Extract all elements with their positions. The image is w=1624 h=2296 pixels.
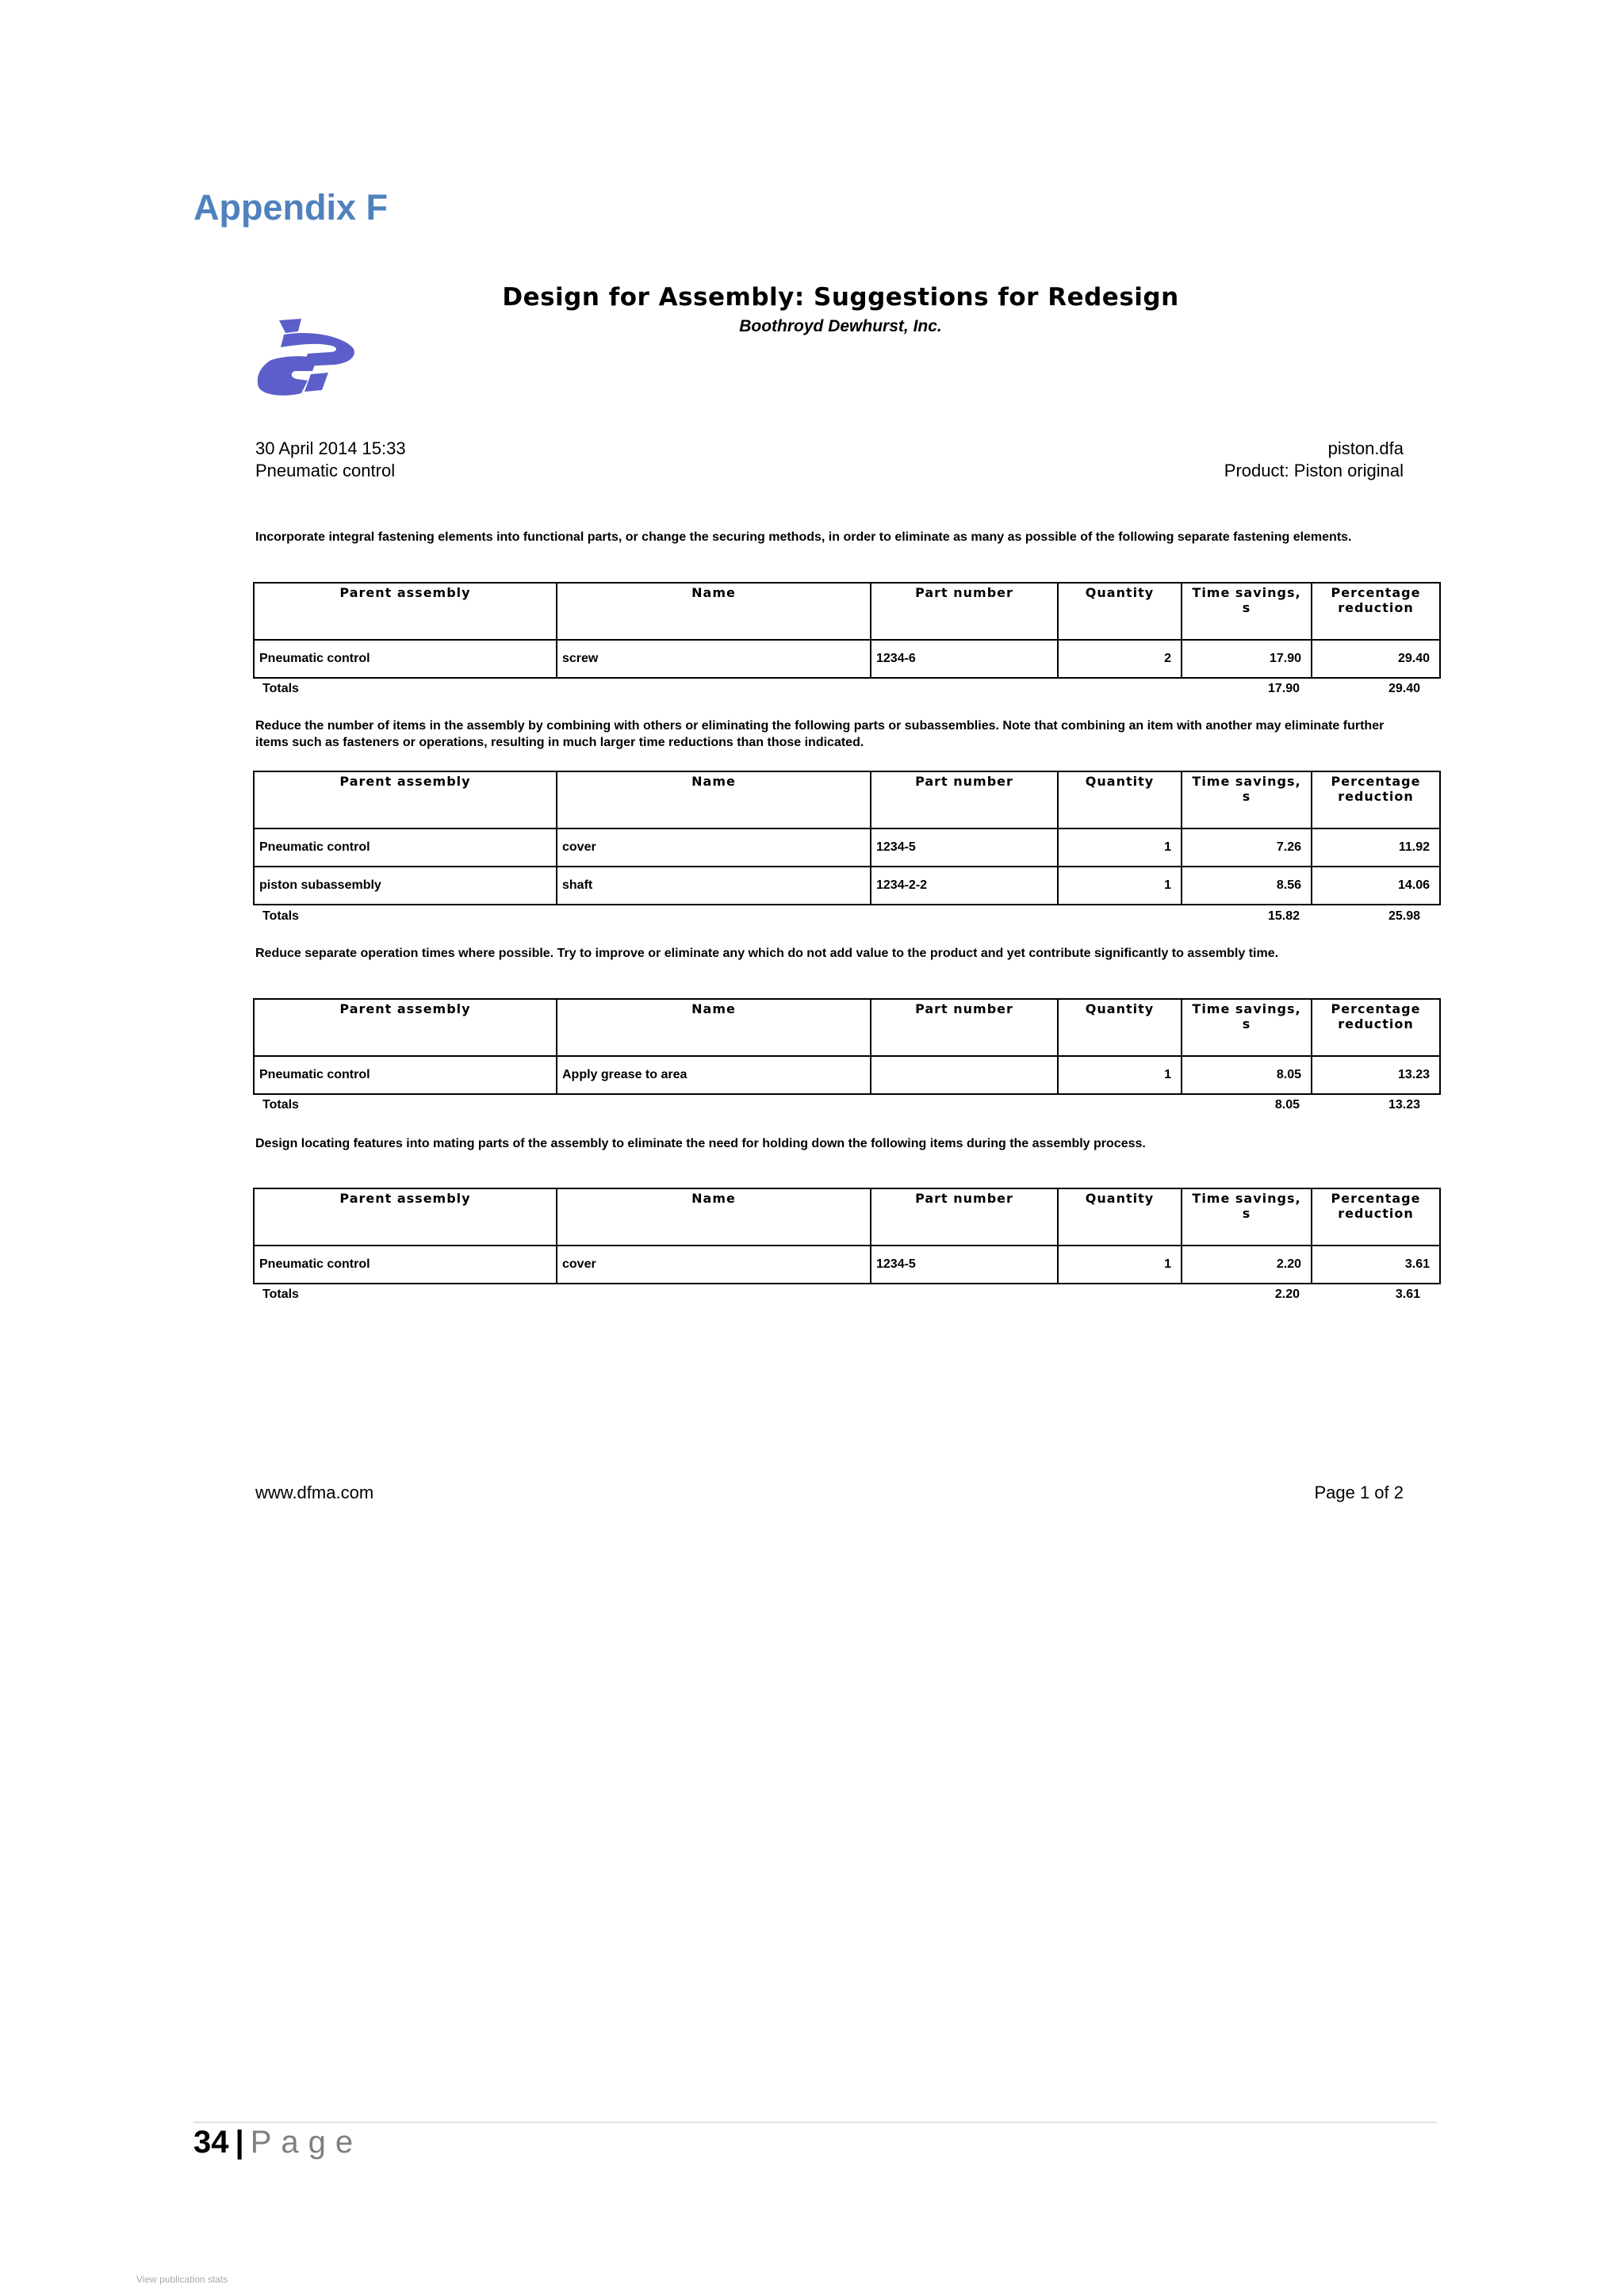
- section-2-totals: [262, 909, 1439, 927]
- cell-qty: 1: [1058, 867, 1182, 905]
- report-page-indicator: Page 1 of 2: [1314, 1483, 1404, 1502]
- footer-page-number: [193, 2125, 362, 2160]
- col-quantity: Quantity: [1058, 583, 1182, 640]
- col-quantity: Quantity: [1058, 999, 1182, 1056]
- section-3-totals: [262, 1098, 1439, 1115]
- total-pct: 13.23: [1388, 1098, 1420, 1112]
- cell-name: cover: [557, 1246, 871, 1284]
- table-row: [254, 640, 1440, 678]
- col-name: Name: [557, 771, 871, 828]
- report-file: piston.dfa: [1327, 438, 1404, 458]
- cell-name: cover: [557, 828, 871, 867]
- cell-time: 2.20: [1182, 1246, 1312, 1284]
- cell-time: 17.90: [1182, 640, 1312, 678]
- col-part-number: Part number: [871, 583, 1058, 640]
- col-part-number: Part number: [871, 771, 1058, 828]
- cell-parent: Pneumatic control: [254, 1246, 557, 1284]
- report-product: Product: Piston original: [1224, 461, 1404, 480]
- cell-pct: 14.06: [1312, 867, 1440, 905]
- report-assembly: Pneumatic control: [255, 461, 396, 480]
- page-number: 34: [193, 2125, 229, 2160]
- cell-part: [871, 1056, 1058, 1094]
- total-pct: 3.61: [1395, 1288, 1420, 1301]
- section-4-table: [253, 1188, 1441, 1284]
- report-meta-left: [255, 438, 406, 482]
- totals-label: Totals: [262, 1098, 299, 1112]
- section-2-instruction: Reduce the number of items in the assembly by combining with others or eliminating the following parts or subassemblies. Note that combining an item with another may eliminate further items such as fasteners or operations, resulting in much larger time reductions than those indicated.: [255, 719, 1385, 749]
- cell-parent: Pneumatic control: [254, 640, 557, 678]
- cell-part: 1234-6: [871, 640, 1058, 678]
- totals-label: Totals: [262, 909, 299, 923]
- totals-label: Totals: [262, 1288, 299, 1301]
- section-1-totals: [262, 682, 1439, 699]
- total-time: 17.90: [1267, 682, 1300, 695]
- col-parent-assembly: Parent assembly: [254, 583, 557, 640]
- col-parent-assembly: Parent assembly: [254, 999, 557, 1056]
- table-header-row: [254, 583, 1440, 640]
- cell-name: shaft: [557, 867, 871, 905]
- report-meta-right: [1224, 438, 1404, 482]
- table-header-row: [254, 1188, 1440, 1246]
- report-date: 30 April 2014 15:33: [255, 438, 406, 458]
- cell-parent: Pneumatic control: [254, 1056, 557, 1094]
- section-4-totals: [262, 1288, 1439, 1305]
- total-time: 2.20: [1274, 1288, 1300, 1301]
- col-parent-assembly: Parent assembly: [254, 771, 557, 828]
- col-part-number: Part number: [871, 1188, 1058, 1246]
- cell-time: 8.05: [1182, 1056, 1312, 1094]
- col-percentage-reduction: Percentage reduction: [1312, 771, 1440, 828]
- col-name: Name: [557, 999, 871, 1056]
- section-1-table: [253, 582, 1441, 679]
- cell-parent: Pneumatic control: [254, 828, 557, 867]
- page-word: Page: [250, 2125, 363, 2160]
- table-row: [254, 1246, 1440, 1284]
- section-3-table: [253, 998, 1441, 1095]
- cell-time: 7.26: [1182, 828, 1312, 867]
- total-pct: 25.98: [1388, 909, 1420, 923]
- cell-part: 1234-5: [871, 1246, 1058, 1284]
- table-header-row: [254, 771, 1440, 828]
- col-quantity: Quantity: [1058, 771, 1182, 828]
- cell-name: Apply grease to area: [557, 1056, 871, 1094]
- col-parent-assembly: Parent assembly: [254, 1188, 557, 1246]
- table-header-row: [254, 999, 1440, 1056]
- total-time: 15.82: [1267, 909, 1300, 923]
- col-name: Name: [557, 583, 871, 640]
- cell-part: 1234-5: [871, 828, 1058, 867]
- cell-pct: 29.40: [1312, 640, 1440, 678]
- col-time-savings: Time savings, s: [1182, 583, 1312, 640]
- col-time-savings: Time savings, s: [1182, 999, 1312, 1056]
- section-2-table: [253, 771, 1441, 905]
- appendix-title: Appendix F: [193, 187, 388, 228]
- report-subtitle: Boothroyd Dewhurst, Inc.: [739, 317, 942, 335]
- cell-qty: 2: [1058, 640, 1182, 678]
- cell-parent: piston subassembly: [254, 867, 557, 905]
- col-time-savings: Time savings, s: [1182, 1188, 1312, 1246]
- cell-qty: 1: [1058, 1246, 1182, 1284]
- col-percentage-reduction: Percentage reduction: [1312, 1188, 1440, 1246]
- table-row: [254, 1056, 1440, 1094]
- footer-divider: [193, 2122, 1437, 2123]
- view-publication-stats-link[interactable]: View publication stats: [136, 2274, 228, 2285]
- cell-time: 8.56: [1182, 867, 1312, 905]
- total-pct: 29.40: [1388, 682, 1420, 695]
- table-row: [254, 867, 1440, 905]
- cell-part: 1234-2-2: [871, 867, 1058, 905]
- cell-qty: 1: [1058, 828, 1182, 867]
- totals-label: Totals: [262, 682, 299, 695]
- cell-pct: 11.92: [1312, 828, 1440, 867]
- col-part-number: Part number: [871, 999, 1058, 1056]
- col-percentage-reduction: Percentage reduction: [1312, 999, 1440, 1056]
- section-4-instruction: Design locating features into mating parts of the assembly to eliminate the need for holding down the following items during the assembly process.: [255, 1137, 1146, 1150]
- report-website: www.dfma.com: [255, 1483, 374, 1502]
- col-quantity: Quantity: [1058, 1188, 1182, 1246]
- cell-name: screw: [557, 640, 871, 678]
- col-name: Name: [557, 1188, 871, 1246]
- col-percentage-reduction: Percentage reduction: [1312, 583, 1440, 640]
- section-1-instruction: Incorporate integral fastening elements into functional parts, or change the securing methods, in order to eliminate as many as possible of the following separate fastening elements.: [255, 530, 1352, 544]
- cell-pct: 3.61: [1312, 1246, 1440, 1284]
- cell-qty: 1: [1058, 1056, 1182, 1094]
- total-time: 8.05: [1274, 1098, 1300, 1112]
- table-row: [254, 828, 1440, 867]
- section-3-instruction: Reduce separate operation times where possible. Try to improve or eliminate any which do not add value to the product and yet contribute significantly to assembly time.: [255, 947, 1279, 960]
- report-title: Design for Assembly: Suggestions for Redesign: [502, 283, 1179, 312]
- col-time-savings: Time savings, s: [1182, 771, 1312, 828]
- cell-pct: 13.23: [1312, 1056, 1440, 1094]
- page-separator: |: [235, 2125, 244, 2160]
